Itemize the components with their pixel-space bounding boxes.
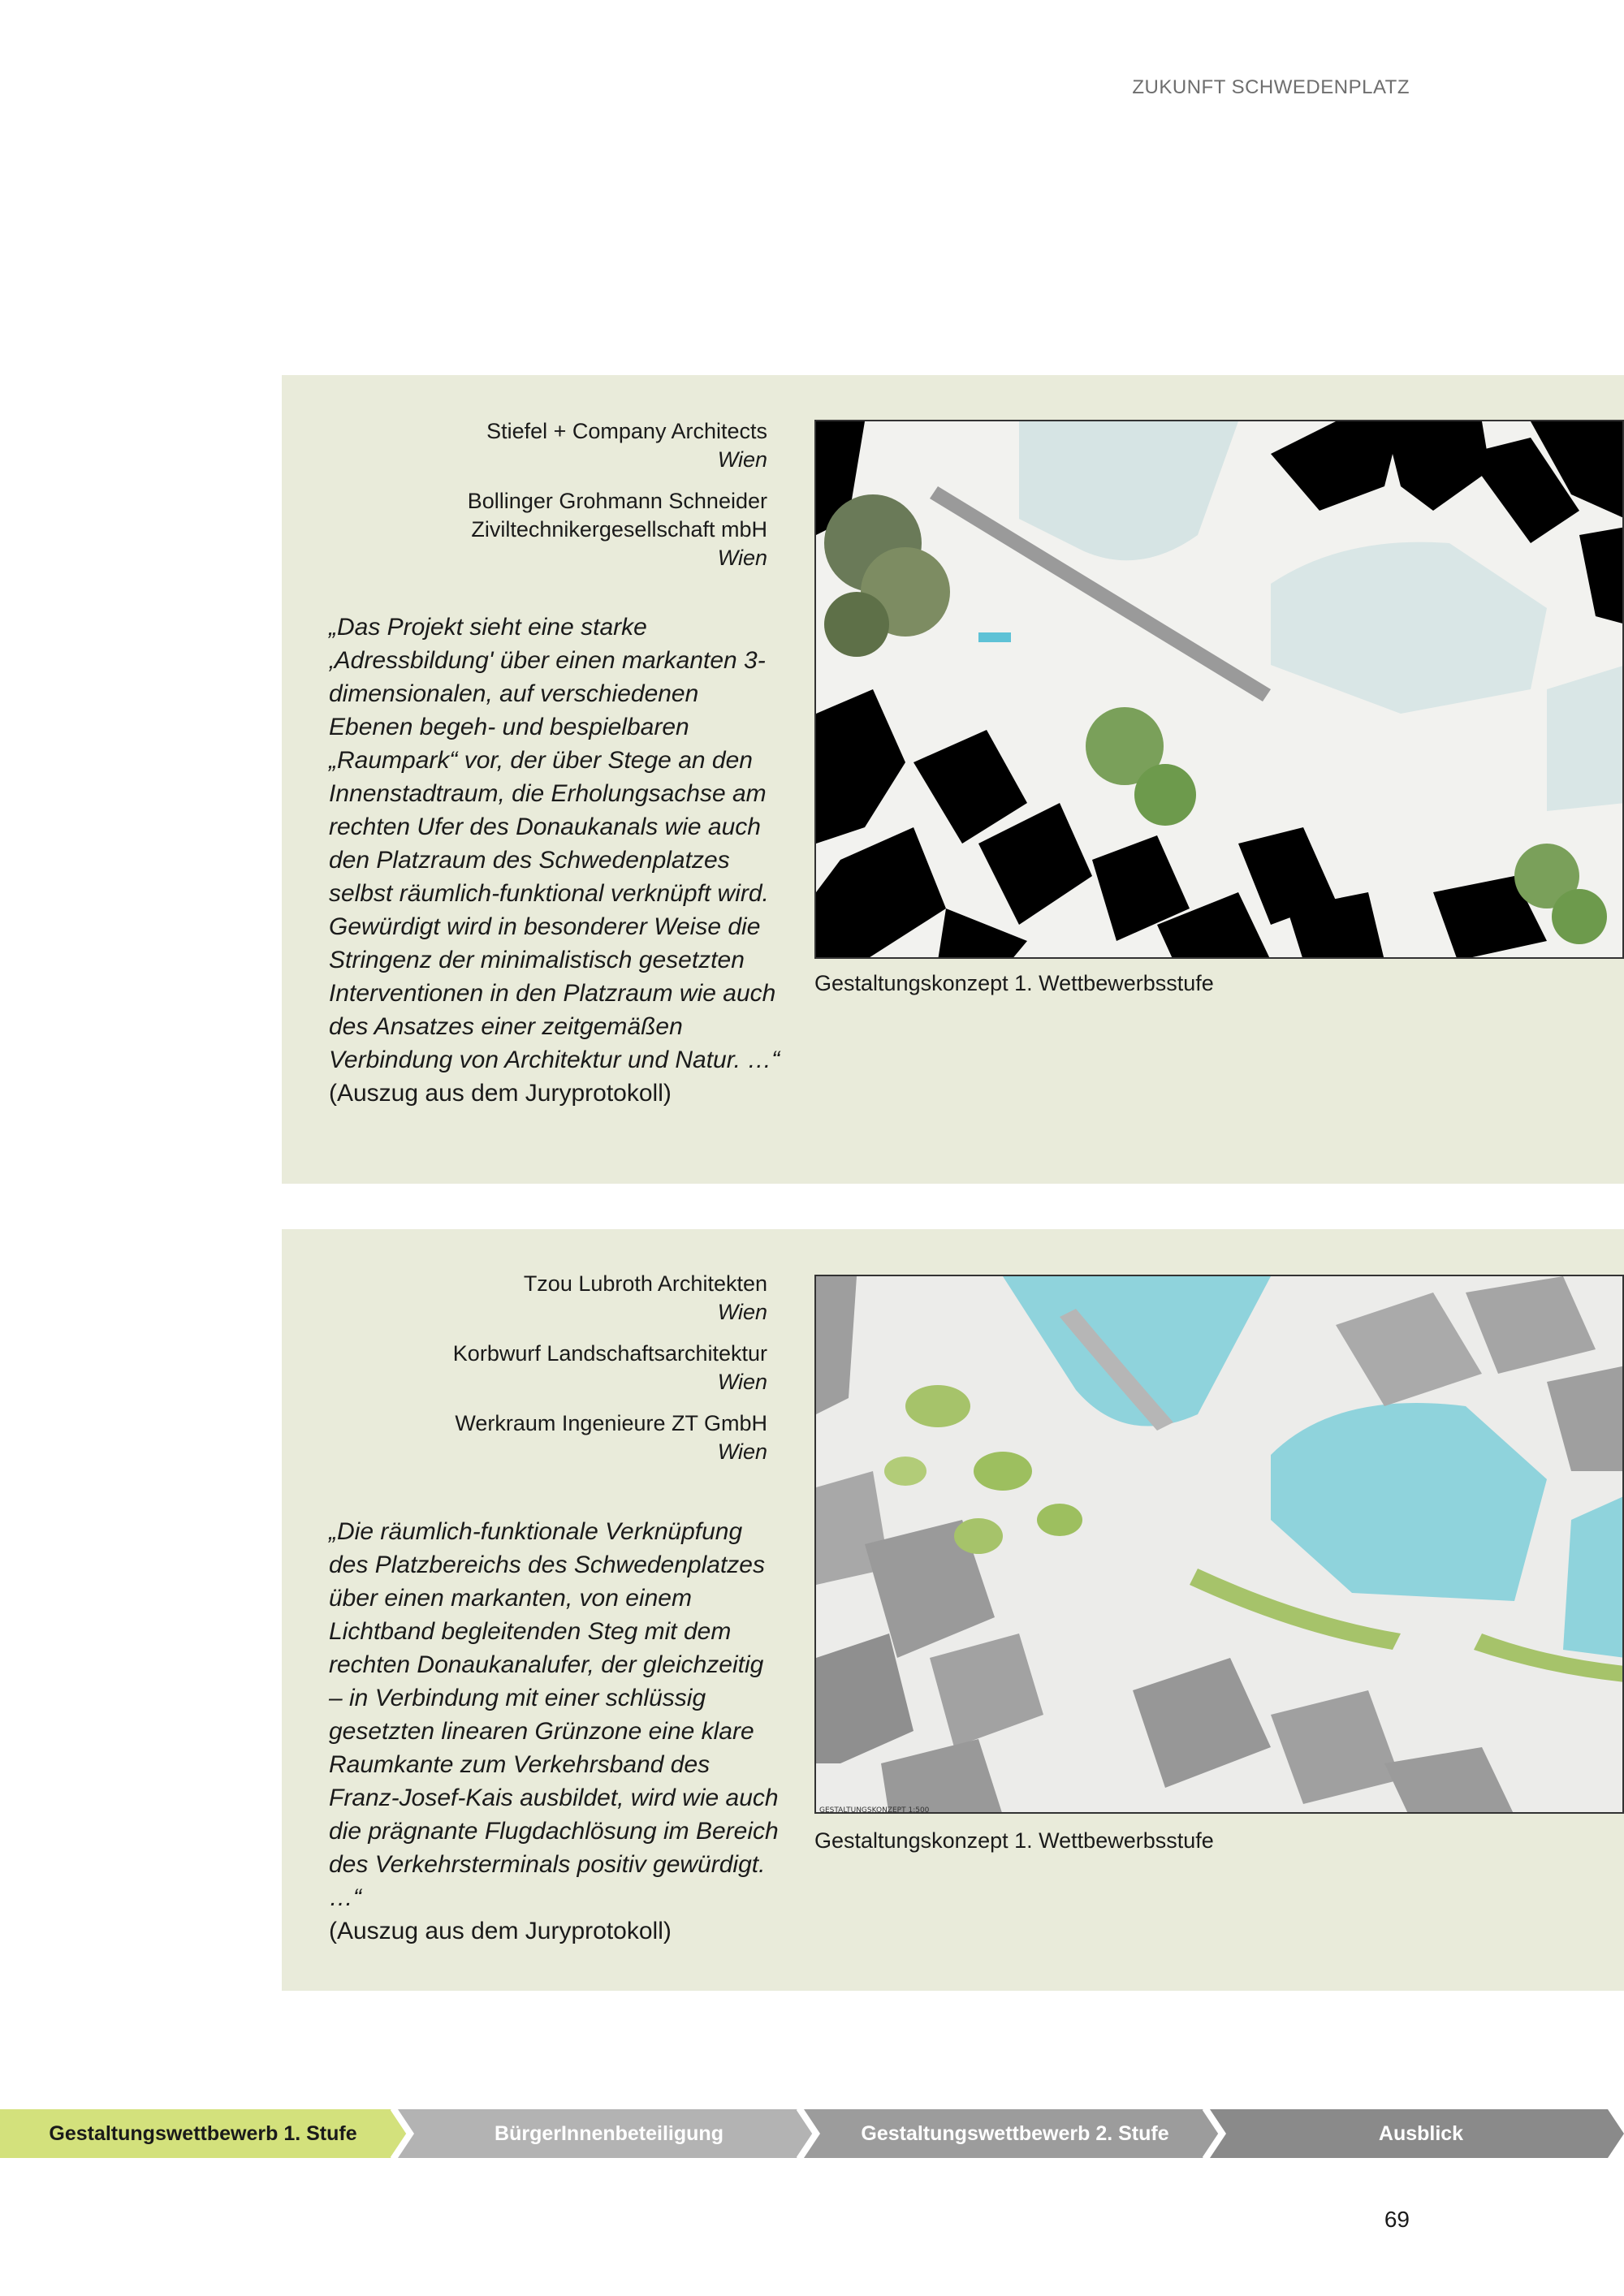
figure-caption-1: Gestaltungskonzept 1. Wettbewerbsstufe (814, 971, 1214, 995)
credit-name: Stiefel + Company Architects (486, 419, 767, 443)
progress-step-ausblick[interactable]: Ausblick (1378, 2122, 1464, 2145)
quote-text: „Die räumlich-funktionale Verknüpfung des Platzbereichs des Schwedenplatzes über einen markanten, von einem Lichtband begleitenden Steg mit dem rechten Donaukanalufer, der gleichzeitig – in Verbindung mit einer schlüssig gesetzten linearen Grünzone eine klare Raumkante zum Verkehrsband des Franz-Josef-Kais ausbildet, wird wie auch die prägnante Flugdachlösung im Bereich des Verkehrsterminals positiv gewürdigt. …“ (329, 1518, 779, 1911)
credit-city: Wien (717, 447, 767, 472)
plan-scale-stamp: GESTALTUNGSKONZEPT 1:500 (819, 1806, 930, 1814)
progress-step-gestaltungswettbewerb-1[interactable]: Gestaltungswettbewerb 1. Stufe (49, 2122, 357, 2145)
figure-caption-2: Gestaltungskonzept 1. Wettbewerbsstufe (814, 1828, 1214, 1853)
credits-block-2 (282, 1270, 767, 1479)
credit-city: Wien (717, 1439, 767, 1464)
credit-name: Bollinger Grohmann Schneider Ziviltechnikergesellschaft mbH (467, 489, 767, 542)
credits-block-1 (282, 417, 767, 585)
credit-item (282, 417, 767, 474)
quote-source: (Auszug aus dem Juryprotokoll) (329, 1918, 672, 1944)
quote-source: (Auszug aus dem Juryprotokoll) (329, 1080, 672, 1107)
quote-text: „Das Projekt sieht eine starke ‚Adressbildung' über einen markanten 3-dimensionalen, auf verschiedenen Ebenen begeh- und bespielbaren „Raumpark“ vor, der über Stege an den Innenstadtraum, die Erholungsachse am rechten Ufer des Donaukanals wie auch den Platzraum des Schwedenplatzes selbst räumlich-funktional verknüpft wird. Gewürdigt wird in besonderer Weise die Stringenz der minimalistisch gesetzten Interventionen in den Platzraum wie auch des Ansatzes einer zeitgemäßen Verbindung von Architektur und Natur. …“ (329, 614, 780, 1073)
credit-name: Korbwurf Landschaftsarchitektur (452, 1341, 767, 1366)
site-plan-image-2 (814, 1275, 1624, 1814)
jury-quote-2 (329, 1515, 784, 1948)
credit-city: Wien (717, 1300, 767, 1324)
site-plan-drawing (816, 1276, 1624, 1814)
entry-panel-2 (282, 1229, 1624, 1991)
credit-city: Wien (717, 546, 767, 570)
credit-item (282, 487, 767, 572)
progress-step-gestaltungswettbewerb-2[interactable]: Gestaltungswettbewerb 2. Stufe (861, 2122, 1169, 2145)
credit-name: Werkraum Ingenieure ZT GmbH (455, 1411, 767, 1435)
running-head: ZUKUNFT SCHWEDENPLATZ (1132, 76, 1410, 98)
page-number: 69 (1384, 2207, 1410, 2232)
credit-item (282, 1270, 767, 1327)
credit-item (282, 1409, 767, 1466)
site-plan-image-1 (814, 420, 1624, 959)
jury-quote-1 (329, 611, 784, 1110)
site-plan-drawing (816, 421, 1624, 959)
process-progress-nav (0, 2109, 1624, 2158)
credit-city: Wien (717, 1370, 767, 1394)
credit-name: Tzou Lubroth Architekten (523, 1271, 767, 1296)
progress-step-buergerbeteiligung[interactable]: BürgerInnenbeteiligung (495, 2122, 723, 2145)
entry-panel-1 (282, 375, 1624, 1184)
credit-item (282, 1340, 767, 1396)
